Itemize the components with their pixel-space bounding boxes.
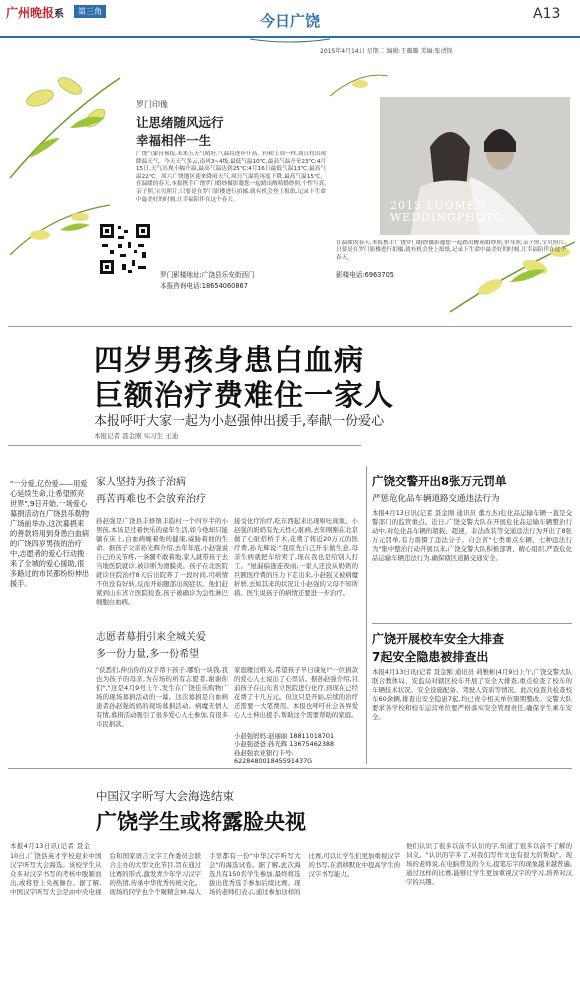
donation-contact: 小赵强妈妈:赵丽丽 18811018701 [234,732,335,740]
bottom-body-b: 他们认识了很多以前不认识的字,知道了很多以前不了解的词义。"认识的字多了,对我们写作文也有很大的帮助"。现场的老师说,在电脑普及的今天,提笔忘字的现象越来越普遍,通过这样的比赛,能够让学生更加重视汉字的学习,培养对汉字的兴趣。 [406,842,572,886]
main-headline-line2: 巨额治疗费难住一家人 [94,378,395,412]
section2-kicker2: 多一份力量,多一份希望 [96,649,200,660]
section2-kicker: 志愿者募捐引来全城关爱 [96,632,206,643]
right-story1-subtitle: 严惩危化品车辆道路交通违法行为 [372,494,500,504]
flower-decoration-icon [0,58,140,198]
page-number: A13 [533,6,561,22]
feature-body: 广饶气象台预报,未来五天气晴好,气温将逐步升高。但和上周一样,周日将出现降温天气。今天天气多云,南风3~4级,最低气温10℃,最高气温升至23℃;4月15日,天气出现小幅升温,最高气温达到25℃;4月16日最低气温13℃,最高气温22℃。周六广饶地区迎来降雨天气,周日气温将再度下降,最高气温15℃。在温暖的春天,本报携手广饶罗门婚纱摄影邀您一起踏出醒萌婚纱照,个性写真,亲子照,宝贝照片,只要是在罗门影楼进行拍摄,就有机会登上报纸,记录下生命中最美好的时刻,让幸福陪伴在这个春天。 [136,151,326,203]
main-byline: 本报记者 聂金刚 实习生 王迪 [94,432,179,440]
right-story2-title: 广饶开展校车安全大排查 [372,632,505,646]
right-story2-body: 本报4月13日讯(记者 聂金刚 通讯员 莉雅彬)4月9日上午,广饶交警大队联合教体局、安监局对辖区校车开展了安全大排查,重点检查了校车的车辆技术状况、安全设施配备、驾驶人资质等情况。此次检查共检查校车60余辆,排查出安全隐患7起,均已责令相关单位限期整改。交警大队要求各学校和校车运营单位要严格落实安全管理责任,确保学生乘车安全。 [372,668,572,721]
date-line: 2015年4月14日 星期二 编辑:王璐璐 美编:张清锋 [320,48,453,55]
donation-card: 622848001845591437G [234,757,313,766]
qr-code-icon [98,222,152,276]
section-tag: 第三角 [74,5,106,18]
divider [8,768,572,769]
section-title: 今日广饶 [259,12,320,30]
section2-body-b: 家庭雁过唯关,希望孩子早日康复!"一位捐款的爱心人士说出了心里话。据孙赵强介绍,目前孩子在山东省立医院进行化疗,到现在已经花费了十几万元。但这只是开始,后续的治疗还需要一大笔费用。本报也呼吁社会各界爱心人士伸出援手,帮助这个需要帮助的家庭。 [234,666,358,719]
divider [8,326,572,327]
title-underline [240,28,340,36]
feature-title-line1: 让思绪随风远行 [136,115,224,130]
feature-kicker: 罗门印像 [136,100,168,109]
section1-kicker: 家人坚持为孩子治病 [96,477,186,488]
donation-bank: 孙赵强农业银行卡号: [234,748,294,757]
feature-title-line2: 幸福相伴一生 [136,133,212,148]
donation-contact-2: 小赵强爸爸:孙光辉 13675462388 [234,740,335,749]
main-headline-line1: 四岁男孩身患白血病 [94,343,365,377]
donation-info [234,732,334,766]
section2-body: "获悉们,伸出你的双手帮下孩子,哪怕一块钱,我也为孩子的母亲,为在场的所有志愿者,谢谢你们","这是4月9号上午,发生在广饶佳乐购物广场的现场募捐活动的一幕。这次募捐是自血病患者孙赵强妈妈的现场募捐活动。病魔无情人有情,募捐活动吸引了很多爱心人士参加,有很多市民捐款。 [96,666,228,728]
right-story1-body: 本报4月13日讯(记者 聂金刚 通讯员 董方杰)危化品运输车辆一直是交警部门的监管重点。近日,广饶交警大队在开展危化品运输车辆整治行动中,对危化品车辆的超载、超速、非法改装等交通违法行为开出了8张万元罚单,有力震慑了违法分子。自会省"七类重点车辆、七种违法行为"集中整治行动开展以来,广饶交警大队积极部署、精心组织,严查危化品运输车辆违法行为,确保辖区道路交通安全。 [372,509,572,562]
bottom-headline: 广饶学生或将露脸央视 [96,810,306,834]
main-subhead: 本报呼吁大家一起为小赵强伸出援手,奉献一份爱心 [94,414,385,429]
section1-kicker2: 再苦再难也不会放弃治疗 [96,494,206,505]
bottom-body: 10日,广饶县英才学校迎来中国汉字听写大会海选。该校学生从众多对汉字书写的考核中脱颖而出,或将登上央视舞台。据了解,中国汉字听写大会是由中央电视台和国家语言文字工作委员会联合主办的大型文化节目,旨在通过比赛的形式,激发青少年学习汉字的热情,传承中华优秀传统文化。现场的同学也个个聚精会神,每人手里都有一份"中华汉字听写大会"的海选试卷。据了解,此次海选共有150名学生参加,最终将选拔出优秀选手参加后续比赛。现场的老师们表示,通过参加这样的比赛,可以让学生们更加重视汉字的书写,在潜移默化中提高学生的汉字书写能力。 [10,852,400,896]
logo-name: 广州晚报 [6,6,55,20]
photo-caption [390,200,504,224]
feature-address: 罗门影楼地址:广饶县乐安街西门 [160,271,255,279]
bottom-kicker: 中国汉字听写大会海选结束 [96,789,234,803]
logo-suffix: 系 [54,9,65,20]
title-underline-icon [240,35,340,43]
section1-body: 孙赵强是广饶县丰修镇丰韵村一个四岁半的小男孩,本该是过着快乐的童年生活,如今他却只能躺在床上,白血病缠着他的健康,威胁着他的生命。据孩子父亲孙光辉介绍,去年年底,小赵强说自己的关节疼,一条腿不敢着地,家人就带孩子去当地医院就诊,被诊断为滑膜炎。孩子在北医院就诊住院治疗8天后出院养了一段时间,可病情不但没有好转,反而开始腿部出现症状。他们赶紧到山东省立医院检查,孩子被确诊为急性淋巴细胞白血病。 [96,517,228,606]
photo-caption-line1: 2015 LUOMEN [390,199,487,212]
bottom-byline: 本报4月13日讯(记者 聂金 [10,842,90,850]
right-story1-title: 广饶交警开出8张万元罚单 [372,474,507,488]
feature-phone: 影楼电话:6963705 [336,271,394,279]
right-story2-title2: 7起安全隐患被排查出 [372,650,489,664]
section1-body-b: 接受化疗治疗,吃东西起来出现呕吐现象。小赵强的奶奶有先天性心脏病,去年刚刚在北京做了心脏搭桥手术,花费了将近20万元的医疗费,孙光辉说:"我原先自己开车做生意,母亲生病就把车给卖了,现在我也是给别人打工。"屋漏偏逢连夜雨,一家人还没从奶奶的巨额医疗费的压力下走出来,小赵强又被病魔折磨,去如其来的状况让小赵强的父母不知所措。医生说孩子的病情还要进一步治疗。 [234,517,358,597]
divider [8,445,361,446]
divider [372,623,572,624]
main-intro-column: "一分爱,亿份爱——用爱心延续生命,让希望照亮世界",9日开始,一场爱心募捐活动在广饶县乐勒物广场前举办,这次募捐来的善款将用到身患白血病的广饶四岁男孩的治疗中,志愿者的爱心行动挽来了全城的爱心援助,很多路过的市民都纷纷伸出援手。 [10,479,90,588]
column-divider [366,466,367,764]
photo-caption-line2: WEDDINGPHOTO [390,211,505,224]
newspaper-logo [6,4,64,21]
feature-hotline: 本报咨询电话:18654060867 [160,282,248,290]
photo-side-text: 在温暖的春天,本报携手广饶罗门婚纱摄影邀您一起踏出醒萌婚纱照,单身照,亲子照,宝贝照片,只要是在罗门影楼进行拍摄,就有机会登上报纸,记录下生命中最美好的时刻,让幸福陪伴在这个春天。 [336,240,566,260]
